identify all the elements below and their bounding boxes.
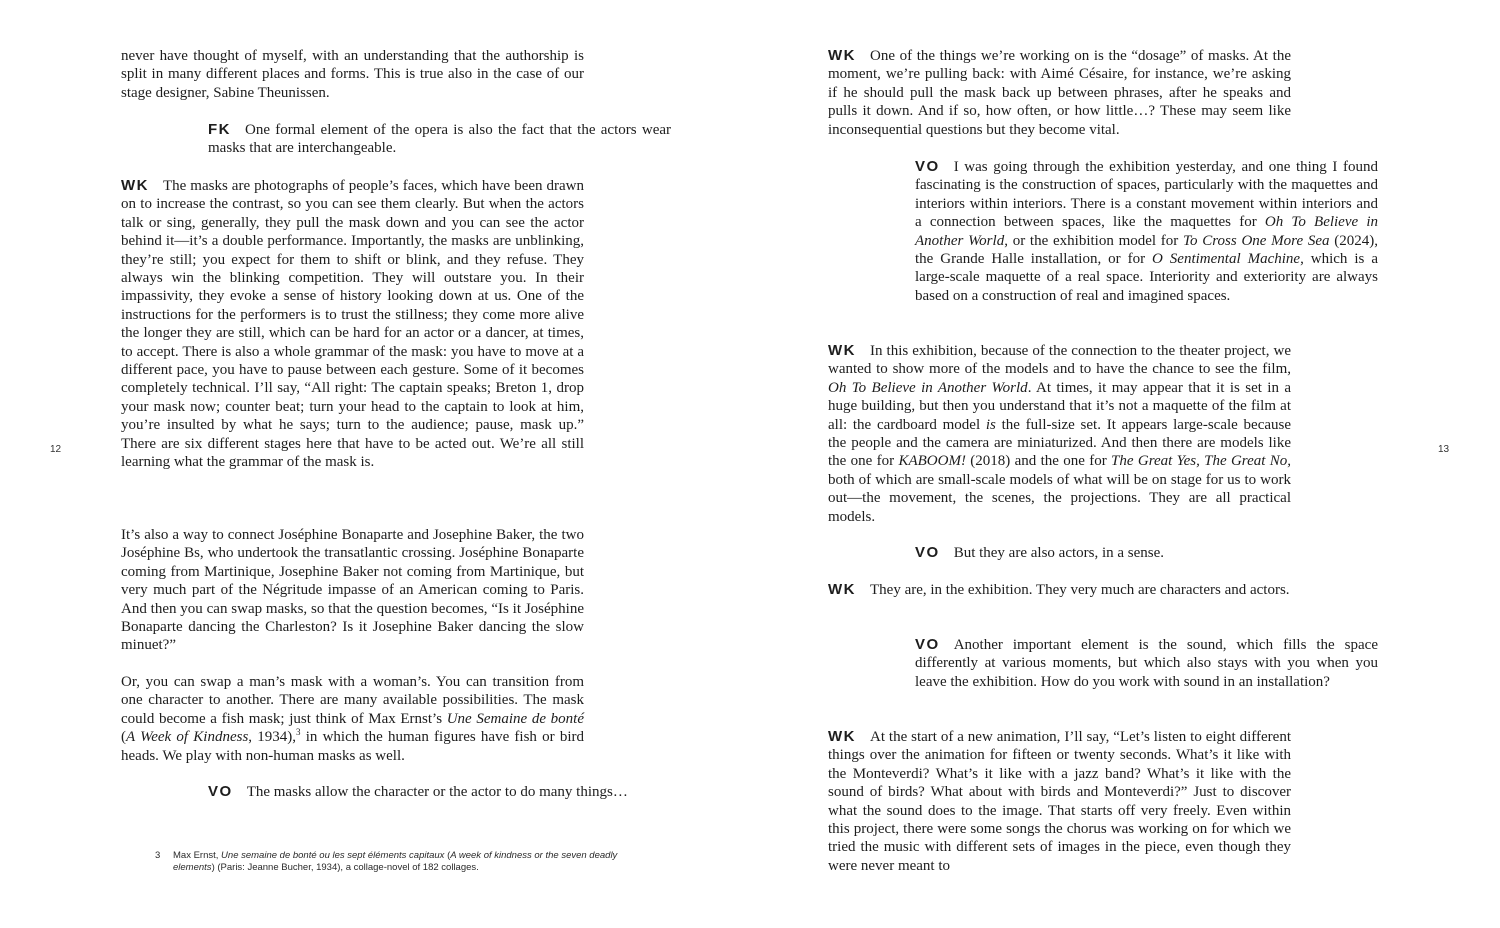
page-number-right: 13 — [1438, 444, 1450, 455]
speaker-wk: WK — [121, 177, 149, 194]
speaker-wk: WK — [828, 728, 856, 745]
paragraph-swap-masks: Or, you can swap a man’s mask with a woman’s. You can transition from one character to another. There are many available possibilities. The mask could become a fish mask; just think of Max Ernst’s Une Semaine de bonté (A Week of Kindness, 1934),$^3$ in which the human figures have fish or bird heads. We play with non-human masks as well. — [121, 674, 585, 764]
wk-answer-actors: WK They are, in the exhibition. They very much are characters and actors. — [828, 581, 1290, 598]
footnote-number: 3 — [155, 850, 161, 861]
footnote-text: Max Ernst, Une semaine de bonté ou les sept éléments capitaux (A week of kindness or the seven deadly elements) (Paris: Jeanne Bucher, 1934), a collage-novel of 182 collages. — [173, 850, 618, 873]
vo-question-actors: VO But they are also actors, in a sense. — [915, 544, 1165, 561]
vo-question-spaces: VO I was going through the exhibition yesterday, and one thing I found fascinating is the construction of spaces, particularly with the maquettes and interiors within interiors. There is a constant movement within interiors and a connection between spaces, like the maquettes for Oh To Believe in Another World, or the exhibition model for To Cross One More Sea (2024), the Grande Halle installation, or for O Sentimental Machine, which is a large-scale maquette of a real space. Interiority and exteriority are always based on a construction of real and imagined spaces. — [915, 158, 1378, 304]
right-page — [750, 0, 1500, 928]
footnote-reference[interactable]: 3 — [296, 727, 301, 738]
page-number-left: 12 — [50, 444, 62, 455]
italic-title: A Week of Kindness — [126, 729, 249, 746]
footnote — [155, 850, 625, 874]
vo-question: VO The masks allow the character or the actor to do many things… — [208, 783, 628, 800]
speaker-wk: WK — [828, 581, 856, 598]
speaker-wk: WK — [828, 47, 856, 64]
wk-answer-sound: WK At the start of a new animation, I’ll say, “Let’s listen to eight different things over the animation for fifteen or twenty seconds. What’s it like with the Monteverdi? What’s it like with a jazz band? What’s it like with the sound of birds? What about with birds and Monteverdi?” Just to discover what the sound does to the image. That starts off very freely. Even within this project, there were some songs the chorus was working on for which we tried the music with different sets of images in the piece, even though they were never meant to — [828, 728, 1291, 874]
speaker-vo: VO — [915, 636, 940, 653]
wk-answer-models: WK In this exhibition, because of the connection to the theater project, we wanted to show more of the models and to have the chance to see the film, Oh To Believe in Another World. At times, it may appear that it is set in a huge building, but then you understand that it’s not a maquette of the film at all: the cardboard model is the full-size set. It appears large-scale because the people and the camera are miniaturized. And then there are models like the one for KABOOM! (2018) and the one for The Great Yes, The Great No, both of which are small-scale models of what will be on stage for us to work out—the movement, the scenes, the projections. They are all practical models. — [828, 342, 1292, 525]
italic-title: Une Semaine de bonté — [446, 710, 584, 727]
speaker-vo: VO — [915, 544, 940, 561]
speaker-vo: VO — [208, 783, 233, 800]
paragraph-josephines: It’s also a way to connect Joséphine Bonaparte and Josephine Baker, the two Joséphine Bs, who undertook the transatlantic crossing. Joséphine Bonaparte coming from Martinique, Josephine Baker not coming from Martinique, but very much part of the Négritude impasse of an American coming to Paris. And then you can swap masks, so that the question becomes, “Is it Joséphine Bonaparte dancing the Charleston? Is it Josephine Baker dancing the slow minuet?” — [121, 527, 584, 654]
paragraph-continuation: never have thought of myself, with an understanding that the authorship is split in many different places and forms. This is true also in the case of our stage designer, Sabine Theunissen. — [121, 48, 584, 101]
vo-question-sound: VO Another important element is the sound, which fills the space differently at various moments, but which also stays with you when you leave the exhibition. How do you work with sound in an installation? — [915, 636, 1378, 690]
speaker-fk: FK — [208, 121, 231, 138]
speaker-wk: WK — [828, 342, 856, 359]
wk-answer-masks: WK The masks are photographs of people’s faces, which have been drawn on to increase the contrast, so you can see them clearly. But when the actors talk or sing, generally, they pull the mask down and you can see the actor behind it—it’s a double performance. Importantly, the masks are unblinking, they’re still; you expect for them to shift or blink, and they refuse. They always win the blinking competition. They will outstare you. In their impassivity, they evoke a sense of history looking down at us. One of the instructions for the performers is to trust the stillness; they come more alive the longer they are still, which can be hard for an actor or a dancer, at times, to accept. There is also a whole grammar of the mask: you have to move at a different pace, you have to pause between each gesture. Some of it becomes completely technical. I’ll say, “All right: The captain speaks; Breton 1, drop your mask now; counter beat; turn your head to the captain to look at him, you’re insulted by what he says; turn to the audience; pause, mask up.” There are six different stages here that have to be acted out. We’re all still learning what the grammar of the mask is. — [121, 177, 584, 471]
speaker-vo: VO — [915, 158, 940, 175]
fk-question: FK One formal element of the opera is also the fact that the actors wear masks that are interchangeable. — [208, 121, 671, 157]
wk-answer-dosage: WK One of the things we’re working on is the “dosage” of masks. At the moment, we’re pulling back: with Aimé Césaire, for instance, we’re asking if he should pull the mask back up between phrases, after he speaks and pulls it down. And if so, how often, or how little…? These may seem like inconsequential questions but they become vital. — [828, 47, 1291, 138]
